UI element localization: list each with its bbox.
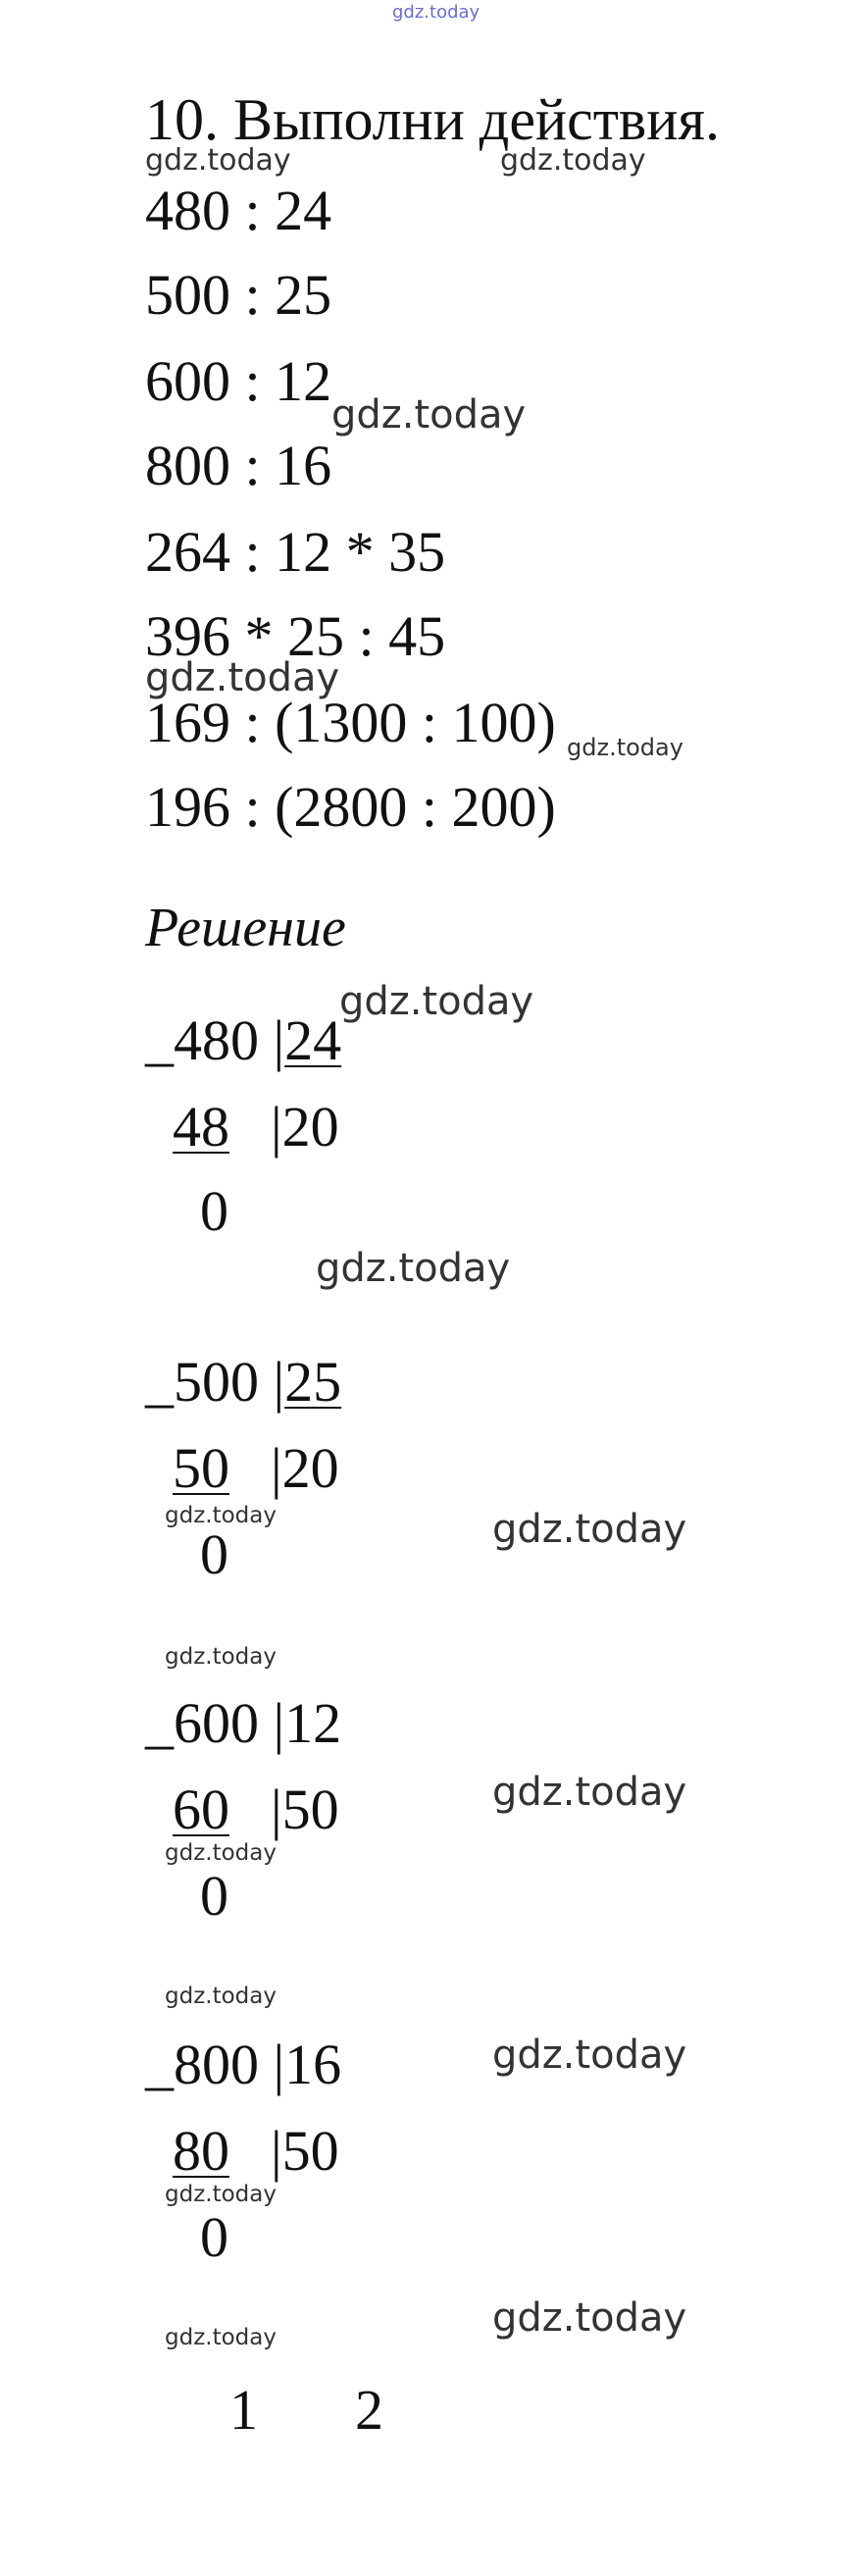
division-divisor: 12 [284, 1691, 342, 1755]
watermark: gdz.today [492, 1507, 687, 1552]
expression: 800 : 16 [145, 434, 332, 497]
division-quotient-line [271, 2119, 339, 2183]
expression: 264 : 12 * 35 [145, 520, 446, 584]
division-quotient: 20 [281, 1436, 339, 1500]
watermark: gdz.today [316, 1246, 511, 1291]
footer-digit-left: 1 [229, 2378, 258, 2442]
division-dividend: 480 [174, 1008, 259, 1072]
division-subtrahend: 60 [173, 1777, 229, 1841]
watermark: gdz.today [165, 2182, 277, 2207]
division-dividend-line [145, 1350, 342, 1414]
division-quotient-line [271, 1095, 339, 1159]
watermark: gdz.today [331, 392, 527, 438]
division-minus: _ [145, 1008, 174, 1072]
expression: 169 : (1300 : 100) [145, 691, 556, 754]
division-bar: | [271, 2119, 282, 2183]
division-divisor: 16 [284, 2033, 342, 2096]
watermark: gdz.today [165, 2325, 277, 2350]
watermark: gdz.today [165, 1984, 277, 2009]
division-quotient-line [271, 1436, 339, 1500]
division-subtrahend: 80 [173, 2119, 229, 2183]
division-subtrahend: 50 [173, 1436, 229, 1500]
watermark: gdz.today [145, 143, 291, 178]
expression: 480 : 24 [145, 179, 332, 242]
division-subtrahend: 48 [173, 1095, 229, 1159]
division-quotient-line [271, 1777, 339, 1841]
division-divisor: 24 [284, 1008, 342, 1072]
watermark: gdz.today [392, 2, 480, 23]
watermark: gdz.today [165, 1503, 277, 1528]
division-quotient: 20 [281, 1095, 339, 1159]
division-bar: | [273, 1691, 285, 1755]
division-remainder: 0 [200, 2205, 228, 2269]
division-remainder: 0 [200, 1864, 228, 1928]
division-dividend-line [145, 1691, 342, 1755]
division-minus: _ [145, 1691, 174, 1755]
division-bar: | [271, 1095, 282, 1159]
division-bar: | [273, 1350, 285, 1414]
watermark: gdz.today [165, 1644, 277, 1670]
division-minus: _ [145, 1350, 174, 1414]
division-dividend: 500 [174, 1350, 259, 1414]
watermark: gdz.today [165, 1840, 277, 1866]
watermark: gdz.today [567, 734, 683, 761]
division-quotient: 50 [281, 2119, 339, 2183]
division-bar: | [271, 1777, 282, 1841]
watermark: gdz.today [339, 979, 534, 1024]
division-minus: _ [145, 2033, 174, 2096]
division-remainder: 0 [200, 1522, 228, 1586]
expression: 600 : 12 [145, 349, 332, 413]
division-remainder: 0 [200, 1179, 228, 1243]
expression: 396 * 25 : 45 [145, 604, 446, 668]
division-second-line [173, 1436, 229, 1500]
watermark: gdz.today [145, 655, 340, 700]
expression: 500 : 25 [145, 263, 332, 327]
expression: 196 : (2800 : 200) [145, 775, 556, 839]
watermark: gdz.today [492, 2033, 687, 2078]
division-bar: | [273, 1008, 285, 1072]
watermark: gdz.today [492, 2295, 687, 2341]
division-dividend-line [145, 1008, 342, 1072]
task-title: 10. Выполни действия. [145, 87, 720, 152]
division-bar: | [271, 1436, 282, 1500]
division-second-line [173, 1095, 229, 1159]
division-divisor: 25 [284, 1350, 342, 1414]
watermark: gdz.today [500, 143, 646, 178]
division-bar: | [273, 2033, 285, 2096]
division-second-line [173, 1777, 229, 1841]
division-second-line [173, 2119, 229, 2183]
footer-digit-right: 2 [355, 2378, 383, 2442]
division-quotient: 50 [281, 1777, 339, 1841]
division-dividend: 800 [174, 2033, 259, 2096]
watermark: gdz.today [492, 1770, 687, 1815]
division-dividend: 600 [174, 1691, 259, 1755]
division-dividend-line [145, 2033, 342, 2096]
solution-heading: Решение [145, 898, 346, 958]
